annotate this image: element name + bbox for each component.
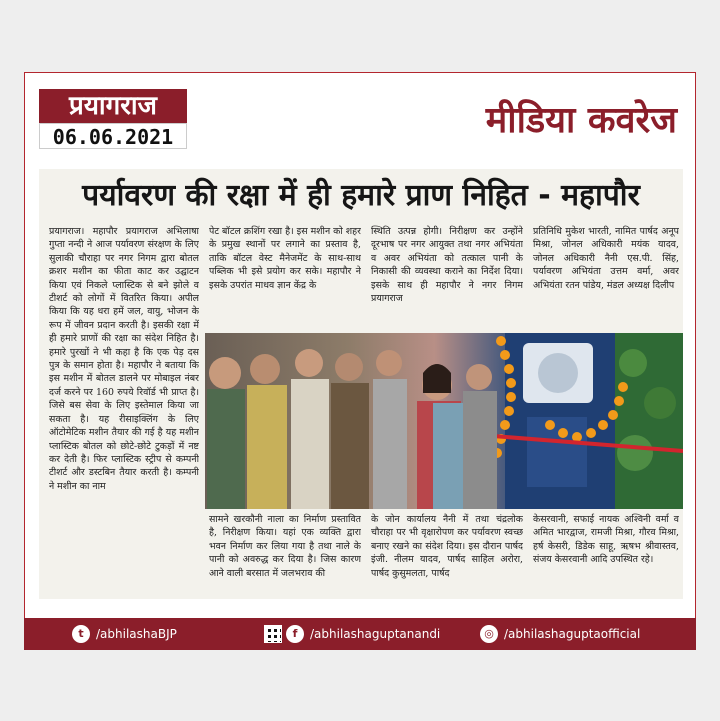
twitter-handle[interactable] (72, 618, 177, 650)
media-coverage-card (24, 72, 696, 650)
date-label: 06.06.2021 (39, 123, 187, 149)
city-label: प्रयागराज (39, 89, 187, 123)
article-column-2-top: पेट बॉटल क्रशिंग रखा है। इस मशीन को शहर के प्रमुख स्थानों पर लगाने का प्रस्ताव है, ताकि बॉटल वेस्ट मैनेजमेंट के साथ-साथ पब्लिक भी इसे प्रयोग कर सके। महापौर ने इसके उपरांत माधव ज्ञान केंद्र के (209, 226, 361, 291)
facebook-handle-text: /abhilashaguptanandi (310, 627, 441, 641)
instagram-handle-text: /abhilashaguptaofficial (504, 627, 641, 641)
inauguration-photo (205, 333, 683, 509)
instagram-icon: ◎ (480, 625, 498, 643)
twitter-handle-text: /abhilashaBJP (96, 627, 177, 641)
article-column-4-top: प्रतिनिधि मुकेश भारती, नामित पार्षद अनूप मिश्रा, जोनल अधिकारी मयंक यादव, जोनल अधिकारी नैनी एस.पी. सिंह, पर्यावरण अभियंता उत्तम वर्मा, अवर अभियंता रतन पांडेय, मंडल अध्यक्ष दिलीप (533, 226, 679, 291)
article-column-3-bottom: के जोन कार्यालय नैनी में तथा चंद्रलोक चौराहा पर भी वृक्षारोपण कर पर्यावरण स्वच्छ बनाए रखने का संदेश दिया। इस दौरान पार्षद इंजी. नीलम यादव, पार्षद साहिल अरोरा, पार्षद कुसुमलता, पार्षद (371, 514, 523, 579)
instagram-handle[interactable] (480, 618, 640, 650)
article-column-1: प्रयागराज। महापौर प्रयागराज अभिलाषा गुप्ता नन्दी ने आज पर्यावरण संरक्षण के लिए सुलाकी चौराहा पर नगर निगम द्वारा बोतल क्रशर मशीन का फीता काट कर उद्घाटन किया एवं निकले प्लास्टिक से बने झोले व टीशर्ट को लोगों में वितरित किया। अपील किया कि यह धरा हमें जल, वायु, भोजन के रूप में जीवन प्रदान करती है। इसकी रक्षा में ही हमारे प्राणों की रक्षा का संदेश निहित है। हमारे पुरखों ने भी कहा है कि एक पेड़ दस पुत्र के समान होता है। महापौर ने बताया कि इस मशीन में बोतल डालने पर मोबाइल नंबर दर्ज करने पर 160 रुपये रिवॉर्ड भी प्राप्त है। जिसे बस सेवा के लिए इस्तेमाल किया जा सकता है। यह रीसाइक्लिंग के लिए ऑटोमेटिक मशीन तैयार की गई है यह मशीन प्लास्टिक बोतल को छोटे-छोटे टुकड़ों में नष्ट कर देती है। फिर प्लास्टिक स्ट्रीप से कम्पनी टीशर्ट और डस्टबिन तैयार करती है। कम्पनी ने मशीन का नाम (49, 226, 199, 492)
facebook-icon: f (286, 625, 304, 643)
facebook-handle[interactable] (264, 618, 440, 650)
article-column-2-bottom: सामने खरकौनी नाला का निर्माण प्रस्तावित है, निरीक्षण किया। यहां एक व्यक्ति द्वारा भवन निर्माण कर लिया गया है तथा नाले के पानी को अवरुद्ध कर दिया है। जिस कारण आने वाली बरसात में जलभराव की (209, 514, 361, 579)
qr-code-icon (264, 625, 282, 643)
article-headline: पर्यावरण की रक्षा में ही हमारे प्राण निहित - महापौर (82, 178, 640, 213)
article-column-3-top: स्थिति उत्पन्न होगी। निरीक्षण कर उन्होंने दूरभाष पर नगर आयुक्त तथा नगर अभियंता व अवर अभियंता को तत्काल पानी के निकासी की व्यवस्था कराने का निर्देश दिया। इसके साथ ही महापौर ने नगर निगम प्रयागराज (371, 226, 523, 305)
article-column-4-bottom: केसरवानी, सफाई नायक अश्विनी वर्मा व अमित भारद्वाज, रामजी मिश्रा, गौरव मिश्रा, हर्ष केसरी, डिडेक साहू, ऋषभ श्रीवास्तव, संजय केसरवानी आदि उपस्थित रहे। (533, 514, 679, 566)
social-footer (24, 618, 696, 650)
media-coverage-title: मीडिया कवरेज (485, 100, 677, 141)
twitter-icon: t (72, 625, 90, 643)
newspaper-clipping (39, 169, 683, 599)
